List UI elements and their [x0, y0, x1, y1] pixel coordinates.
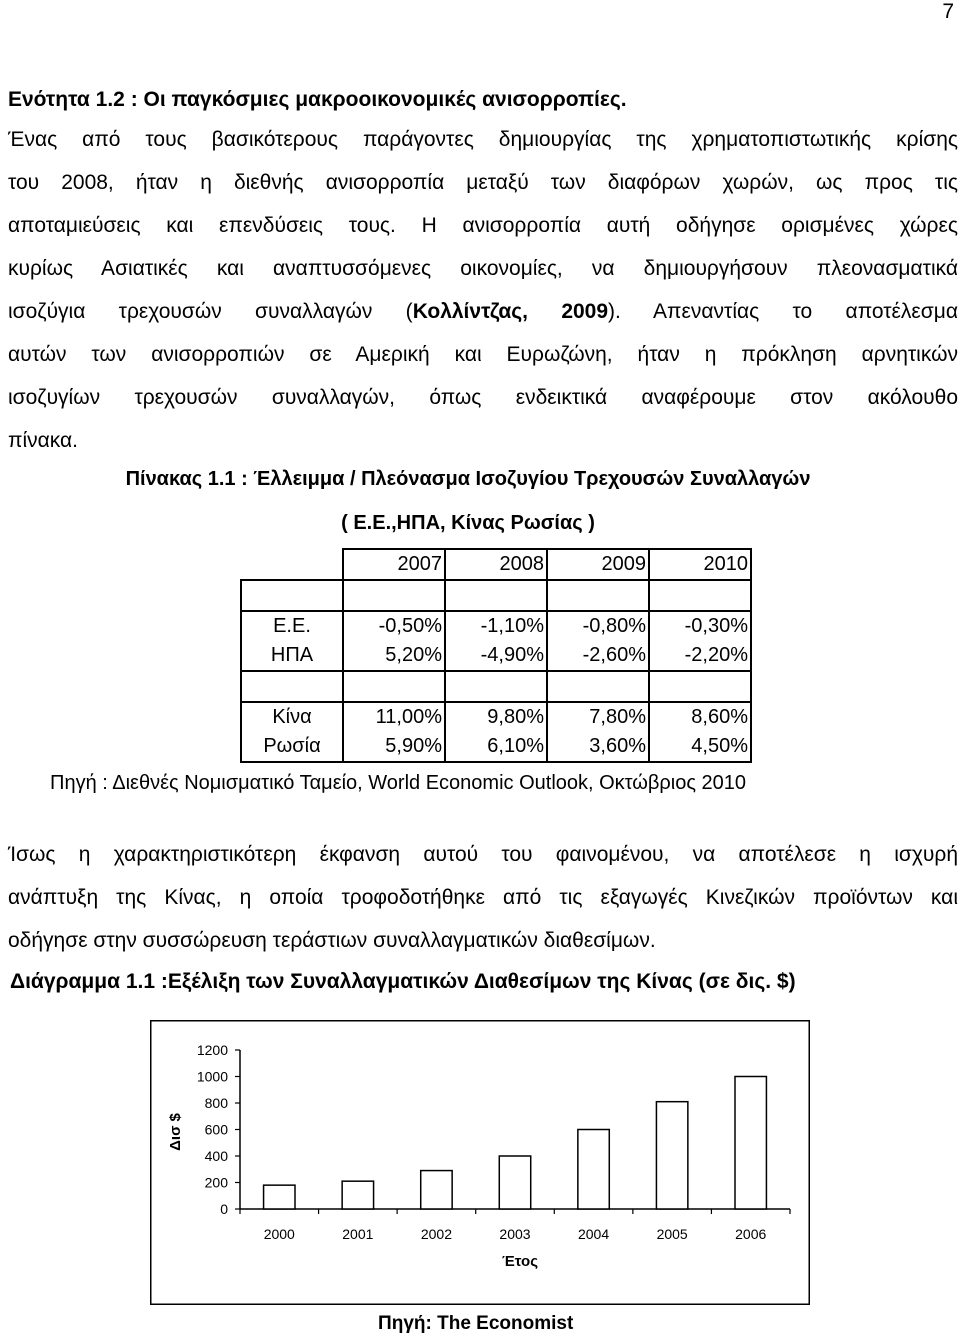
bar	[342, 1181, 373, 1209]
page-number: 7	[942, 0, 954, 23]
table-cell: 8,60%	[649, 702, 751, 732]
text-line	[8, 290, 958, 333]
row-label: Ε.Ε.	[241, 611, 343, 641]
table-spacer-row	[241, 580, 751, 611]
text-fragment: ισοζύγια τρεχουσών συναλλαγών (	[8, 300, 413, 323]
y-tick-label: 200	[204, 1174, 228, 1191]
chart-frame	[151, 1021, 810, 1305]
table-title: Πίνακας 1.1 : Έλλειμμα / Πλεόνασμα Ισοζυγίου Τρεχουσών Συναλλαγών	[125, 468, 811, 490]
x-tick-label: 2002	[420, 1226, 453, 1242]
row-label: Κίνα	[241, 702, 343, 732]
text-line: οδήγησε στην συσσώρευση τεράστιων συναλλαγματικών διαθεσίμων.	[8, 929, 656, 952]
table-cell: -1,10%	[445, 611, 547, 641]
intro-paragraph	[8, 118, 958, 462]
table-row	[241, 641, 751, 671]
table-cell: -0,50%	[343, 611, 445, 641]
reserves-bar-chart	[150, 1020, 810, 1305]
x-tick-label: 2003	[499, 1226, 531, 1242]
section-heading: Ενότητα 1.2 : Οι παγκόσμιες μακροοικονομικές ανισορροπίες.	[8, 88, 627, 111]
text-line: ισοζυγίων τρεχουσών συναλλαγών, όπως ενδεικτικά αναφέρουμε στον ακόλουθο	[8, 386, 958, 409]
text-line: ανάπτυξη της Κίνας, η οποία τροφοδοτήθηκε από τις εξαγωγές Κινεζικών προϊόντων και	[8, 886, 958, 909]
table-cell: -2,60%	[547, 641, 649, 671]
table-source: Πηγή : Διεθνές Νομισματικό Ταμείο, World Economic Outlook, Οκτώβριος 2010	[50, 772, 747, 794]
table-cell: 4,50%	[649, 732, 751, 762]
table-cell: 6,10%	[445, 732, 547, 762]
text-line: κυρίως Ασιατικές και αναπτυσσόμενες οικονομίες, να δημιουργήσουν πλεονασματικά	[8, 257, 958, 280]
bar	[578, 1130, 609, 1210]
table-spacer-row	[241, 671, 751, 702]
table-subtitle: ( Ε.Ε.,ΗΠΑ, Κίνας Ρωσίας )	[341, 512, 595, 534]
year-header: 2007	[343, 549, 445, 580]
table-cell: 5,90%	[343, 732, 445, 762]
table-cell: -4,90%	[445, 641, 547, 671]
y-tick-label: 1000	[196, 1068, 228, 1085]
text-fragment: ). Απεναντίας το αποτέλεσμα	[608, 300, 958, 323]
text-line: του 2008, ήταν η διεθνής ανισορροπία μεταξύ των διαφόρων χωρών, ως προς τις	[8, 171, 958, 194]
bar	[264, 1185, 295, 1209]
row-label: ΗΠΑ	[241, 641, 343, 671]
table-row	[241, 732, 751, 762]
year-header: 2010	[649, 549, 751, 580]
citation: Κολλίντζας, 2009	[412, 300, 609, 323]
text-line: αυτών των ανισορροπιών σε Αμερική και Ευρωζώνη, ήταν η πρόκληση αρνητικών	[8, 343, 958, 366]
bar	[656, 1102, 687, 1209]
table-cell: 5,20%	[343, 641, 445, 671]
current-account-table	[240, 548, 752, 763]
year-header: 2008	[445, 549, 547, 580]
x-tick-label: 2001	[342, 1226, 374, 1242]
table-cell: 3,60%	[547, 732, 649, 762]
chart-heading: Διάγραμμα 1.1 :Εξέλιξη των Συναλλαγματικών Διαθεσίμων της Κίνας (σε δις. $)	[10, 970, 796, 993]
x-tick-label: 2004	[577, 1226, 610, 1242]
x-axis-label: Έτος	[501, 1253, 539, 1270]
x-tick-label: 2000	[263, 1226, 295, 1242]
y-tick-label: 400	[204, 1148, 228, 1164]
row-label: Ρωσία	[241, 732, 343, 762]
table-cell: -2,20%	[649, 641, 751, 671]
text-line: Ένας από τους βασικότερους παράγοντες δημιουργίας της χρηματοπιστωτικής κρίσης	[8, 128, 958, 151]
bar	[735, 1077, 766, 1210]
text-line: πίνακα.	[8, 429, 79, 452]
y-tick-label: 0	[220, 1201, 228, 1217]
table-header-row	[241, 549, 751, 580]
text-line: Ίσως η χαρακτηριστικότερη έκφανση αυτού του φαινομένου, να αποτέλεσε η ισχυρή	[8, 843, 958, 866]
x-tick-label: 2005	[656, 1226, 688, 1242]
y-tick-label: 800	[204, 1095, 228, 1111]
y-tick-label: 1200	[196, 1042, 228, 1058]
bar	[421, 1171, 452, 1209]
china-paragraph	[8, 833, 958, 962]
table-row	[241, 702, 751, 732]
table-cell: -0,30%	[649, 611, 751, 641]
y-tick-label: 600	[204, 1121, 228, 1138]
chart-source: Πηγή: The Economist	[378, 1313, 574, 1334]
table-cell: 11,00%	[343, 702, 445, 732]
table-cell: -0,80%	[547, 611, 649, 641]
table-cell: 7,80%	[547, 702, 649, 732]
x-tick-label: 2006	[735, 1226, 767, 1242]
y-axis-label: Δισ $	[167, 1113, 184, 1151]
text-line: αποταμιεύσεις και επενδύσεις τους. Η ανισορροπία αυτή οδήγησε ορισμένες χώρες	[8, 214, 958, 237]
table-row	[241, 611, 751, 641]
table-cell: 9,80%	[445, 702, 547, 732]
year-header: 2009	[547, 549, 649, 580]
bar	[499, 1156, 530, 1209]
